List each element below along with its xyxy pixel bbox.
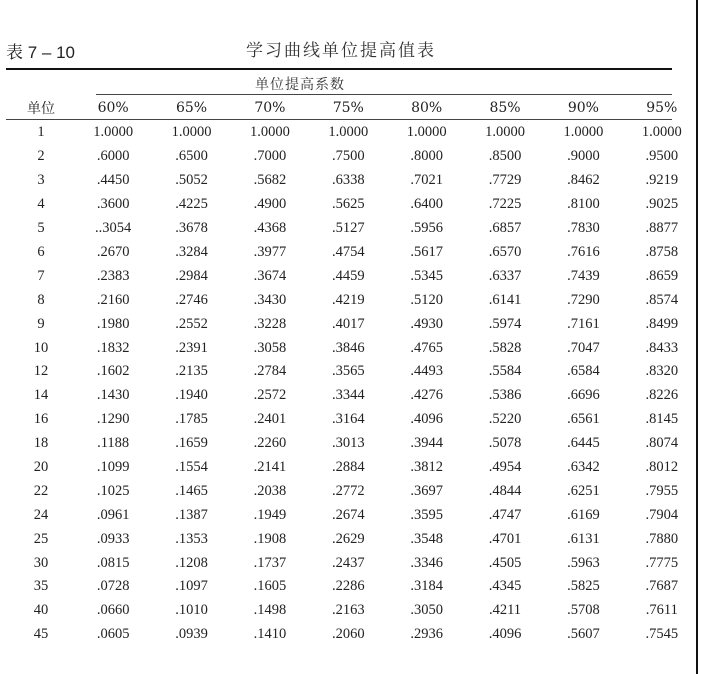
value-cell: .2383 — [96, 267, 130, 284]
column-header: 70% — [254, 100, 286, 116]
value-cell: .0728 — [96, 578, 130, 595]
value-cell: .3430 — [253, 291, 287, 308]
value-cell: .6337 — [488, 267, 522, 284]
value-cell: .7225 — [488, 196, 522, 213]
value-cell: .4276 — [410, 387, 443, 404]
value-cell: .5708 — [567, 602, 600, 619]
value-cell: .1387 — [175, 506, 208, 523]
value-cell: .9000 — [567, 148, 600, 165]
value-cell: .8758 — [645, 244, 679, 260]
value-cell: .7729 — [488, 172, 522, 189]
column-header: 80% — [411, 100, 443, 116]
value-cell: .8500 — [488, 148, 522, 165]
value-cell: .3595 — [410, 506, 443, 523]
value-cell: .1949 — [253, 506, 287, 523]
value-cell: .1099 — [96, 459, 130, 476]
value-cell: .1188 — [97, 435, 130, 452]
unit-cell: 4 — [37, 196, 45, 213]
value-cell: .0933 — [96, 530, 130, 547]
value-cell: .3164 — [331, 411, 365, 428]
value-cell: .5956 — [410, 220, 443, 237]
value-cell: .2437 — [331, 554, 365, 571]
value-cell: .5974 — [488, 315, 522, 332]
value-cell: .7611 — [645, 602, 678, 619]
column-header: 65% — [175, 100, 208, 116]
value-cell: .1010 — [175, 602, 208, 619]
value-cell: 1.0000 — [93, 124, 134, 140]
value-cell: .2884 — [331, 459, 365, 476]
value-cell: .7000 — [253, 148, 287, 165]
column-header: 95% — [646, 100, 678, 116]
value-cell: .2784 — [253, 363, 287, 380]
value-cell: .1659 — [175, 435, 208, 452]
value-cell: .4701 — [488, 530, 522, 547]
value-cell: .8877 — [645, 220, 679, 237]
value-cell: .8226 — [645, 387, 679, 404]
value-cell: .7021 — [410, 172, 443, 189]
value-cell: .1605 — [253, 578, 287, 595]
unit-cell: 1 — [37, 124, 45, 140]
value-cell: .5345 — [410, 267, 443, 284]
unit-cell: 6 — [37, 244, 45, 260]
table-number: 表 7 – 10 — [6, 43, 75, 62]
value-cell: 1.0000 — [563, 124, 604, 140]
value-cell: .8574 — [645, 291, 679, 308]
value-cell: .4954 — [488, 459, 522, 476]
value-cell: .4345 — [488, 578, 522, 595]
value-cell: .3846 — [331, 339, 365, 356]
value-cell: .3812 — [410, 459, 443, 476]
value-cell: .7439 — [567, 267, 600, 284]
unit-cell: 25 — [33, 530, 49, 547]
table-row — [8, 336, 701, 360]
value-cell: .4096 — [410, 411, 443, 428]
value-cell: .4450 — [96, 172, 130, 189]
table-title: 学习曲线单位提高值表 — [246, 41, 436, 61]
table-row — [8, 551, 701, 575]
unit-cell: 40 — [33, 602, 49, 619]
page-edge-rule — [696, 0, 698, 674]
value-cell: .8499 — [645, 315, 679, 332]
value-cell: .1940 — [175, 387, 208, 404]
value-cell: 1.0000 — [328, 124, 369, 140]
value-cell: .2936 — [410, 626, 443, 643]
value-cell: .1465 — [175, 482, 208, 499]
unit-column-header: 单位 — [26, 101, 55, 117]
value-cell: .6400 — [410, 196, 443, 213]
value-cell: .2391 — [175, 339, 208, 356]
value-cell: .2572 — [253, 387, 287, 404]
value-cell: .2141 — [253, 459, 287, 476]
value-cell: .6500 — [175, 148, 208, 165]
unit-cell: 5 — [37, 220, 45, 237]
value-cell: .2674 — [331, 506, 365, 523]
table-row — [8, 384, 701, 408]
value-cell: .4493 — [410, 363, 443, 380]
value-cell: .3228 — [253, 315, 287, 332]
value-cell: .4225 — [175, 196, 208, 213]
value-cell: .2629 — [331, 530, 365, 547]
unit-cell: 45 — [33, 626, 49, 643]
table-row — [8, 456, 701, 480]
value-cell: 1.0000 — [249, 124, 290, 140]
value-cell: .5584 — [488, 363, 522, 380]
table-row — [8, 241, 701, 265]
table-body — [8, 120, 701, 647]
unit-cell: 3 — [37, 172, 45, 189]
unit-cell: 18 — [33, 435, 49, 452]
value-cell: .4219 — [331, 291, 365, 308]
value-cell: .4368 — [253, 220, 287, 237]
value-cell: .1208 — [175, 554, 208, 571]
value-cell: .1602 — [96, 363, 130, 380]
value-cell: .7161 — [567, 315, 600, 332]
table-row — [8, 312, 701, 336]
column-header: 90% — [567, 100, 599, 116]
value-cell: .8433 — [645, 339, 679, 356]
value-cell: .2135 — [175, 363, 208, 380]
value-cell: .5825 — [567, 578, 600, 595]
value-cell: .2746 — [175, 291, 208, 308]
value-cell: .9219 — [645, 172, 679, 189]
value-cell: .1353 — [175, 530, 208, 547]
unit-cell: 16 — [33, 411, 49, 428]
value-cell: .0939 — [175, 626, 208, 643]
value-cell: .7775 — [645, 554, 679, 571]
value-cell: .1980 — [96, 315, 130, 332]
value-cell: .5617 — [410, 244, 443, 260]
value-cell: .2772 — [331, 482, 365, 499]
table-row — [8, 360, 701, 384]
value-cell: .2260 — [253, 435, 287, 452]
value-cell: .8462 — [567, 172, 600, 189]
value-cell: .3674 — [253, 267, 287, 284]
value-cell: .6141 — [488, 291, 522, 308]
table-row — [8, 599, 701, 623]
value-cell: .3600 — [96, 196, 130, 213]
value-cell: .6342 — [567, 459, 600, 476]
table-row — [8, 169, 701, 193]
value-cell: .7047 — [567, 339, 600, 356]
value-cell: .6584 — [567, 363, 600, 380]
column-header: 85% — [489, 100, 521, 116]
value-cell: .1290 — [96, 411, 130, 428]
value-cell: .3344 — [331, 387, 365, 404]
unit-cell: 30 — [33, 554, 49, 571]
value-cell: .8320 — [645, 363, 679, 380]
value-cell: .4930 — [410, 315, 443, 332]
learning-curve-table — [8, 96, 701, 647]
value-cell: .0961 — [96, 506, 130, 523]
value-cell: .1832 — [96, 339, 130, 356]
value-cell: .8074 — [645, 435, 679, 452]
value-cell: 1.0000 — [485, 124, 525, 140]
value-cell: .3013 — [331, 435, 365, 452]
value-cell: .3058 — [253, 339, 287, 356]
value-cell: .0660 — [96, 602, 130, 619]
value-cell: .8145 — [645, 411, 679, 428]
table-row — [8, 503, 701, 527]
unit-cell: 35 — [33, 578, 49, 595]
value-cell: .2060 — [331, 626, 365, 643]
value-cell: .1025 — [96, 482, 130, 499]
value-cell: .3944 — [410, 435, 443, 452]
value-cell: ..3054 — [95, 220, 132, 237]
table-row — [8, 145, 701, 169]
value-cell: .6000 — [96, 148, 130, 165]
value-cell: .4211 — [488, 602, 522, 619]
value-cell: .1097 — [175, 578, 208, 595]
unit-cell: 2 — [37, 148, 45, 165]
unit-cell: 10 — [33, 339, 49, 356]
value-cell: .1430 — [96, 387, 130, 404]
table-row — [8, 479, 701, 503]
value-cell: .9500 — [645, 148, 679, 165]
value-cell: .5625 — [331, 196, 365, 213]
value-cell: .1410 — [253, 626, 287, 643]
value-cell: .2163 — [331, 602, 365, 619]
value-cell: .5386 — [488, 387, 522, 404]
table-row — [8, 408, 701, 432]
value-cell: .7880 — [645, 530, 679, 547]
group-header: 单位提高系数 — [255, 77, 345, 93]
value-cell: .5607 — [567, 626, 600, 643]
value-cell: .4017 — [331, 315, 365, 332]
column-header: 75% — [332, 100, 364, 116]
value-cell: .5052 — [175, 172, 208, 189]
value-cell: 1.0000 — [406, 124, 447, 140]
value-cell: .1554 — [175, 459, 208, 476]
unit-cell: 9 — [37, 315, 45, 332]
value-cell: .4096 — [488, 626, 522, 643]
unit-cell: 22 — [33, 482, 49, 499]
value-cell: .5078 — [488, 435, 522, 452]
value-cell: .3346 — [410, 554, 443, 571]
table-row — [8, 575, 701, 599]
table-row — [8, 623, 701, 647]
value-cell: .6857 — [488, 220, 522, 237]
value-cell: .2552 — [175, 315, 208, 332]
value-cell: .3977 — [253, 244, 287, 260]
value-cell: .3284 — [175, 244, 208, 260]
value-cell: .6251 — [567, 482, 600, 499]
value-cell: .8012 — [645, 459, 679, 476]
value-cell: .4754 — [331, 244, 365, 260]
value-cell: .6696 — [567, 387, 600, 404]
value-cell: .5963 — [567, 554, 600, 571]
unit-cell: 7 — [37, 267, 45, 284]
column-header: 60% — [97, 100, 129, 116]
table-row — [8, 288, 701, 312]
value-cell: .7500 — [331, 148, 365, 165]
value-cell: .1737 — [253, 554, 287, 571]
group-header-rule — [96, 94, 672, 95]
value-cell: .3184 — [410, 578, 443, 595]
value-cell: .7616 — [567, 244, 600, 260]
value-cell: .5220 — [488, 411, 522, 428]
value-cell: .9025 — [645, 196, 679, 213]
unit-cell: 24 — [33, 506, 49, 523]
value-cell: .1498 — [253, 602, 287, 619]
value-cell: .8100 — [567, 196, 600, 213]
value-cell: .2038 — [253, 482, 287, 499]
value-cell: .4747 — [488, 506, 522, 523]
value-cell: .2670 — [96, 244, 130, 260]
value-cell: .5120 — [410, 291, 443, 308]
value-cell: .3565 — [331, 363, 365, 380]
value-cell: .3697 — [410, 482, 443, 499]
value-cell: .5127 — [331, 220, 365, 237]
value-cell: 1.0000 — [171, 124, 212, 140]
value-cell: .1785 — [175, 411, 208, 428]
header-row — [8, 96, 701, 120]
table-row — [8, 217, 701, 241]
value-cell: 1.0000 — [641, 124, 682, 140]
unit-cell: 8 — [37, 291, 45, 308]
value-cell: .6131 — [567, 530, 600, 547]
value-cell: .2401 — [253, 411, 287, 428]
value-cell: .6338 — [331, 172, 365, 189]
value-cell: .2286 — [331, 578, 365, 595]
table-row — [8, 264, 701, 288]
table-row — [8, 527, 701, 551]
value-cell: .7904 — [645, 506, 679, 523]
table-row — [8, 432, 701, 456]
table-row — [8, 193, 701, 217]
value-cell: .4459 — [331, 267, 365, 284]
value-cell: .5682 — [253, 172, 287, 189]
value-cell: .1908 — [253, 530, 287, 547]
top-rule — [6, 68, 672, 70]
value-cell: .5828 — [488, 339, 522, 356]
unit-cell: 14 — [33, 387, 49, 404]
value-cell: .8000 — [410, 148, 443, 165]
value-cell: .4505 — [488, 554, 522, 571]
value-cell: .6445 — [567, 435, 600, 452]
value-cell: .3678 — [175, 220, 208, 237]
value-cell: .7545 — [645, 626, 679, 643]
value-cell: .7687 — [645, 578, 679, 595]
value-cell: .4844 — [488, 482, 522, 499]
value-cell: .0605 — [96, 626, 130, 643]
value-cell: .6169 — [567, 506, 600, 523]
value-cell: .2160 — [96, 291, 130, 308]
value-cell: .0815 — [96, 554, 130, 571]
value-cell: .3548 — [410, 530, 443, 547]
value-cell: .7290 — [567, 291, 600, 308]
value-cell: .4765 — [410, 339, 443, 356]
unit-cell: 12 — [33, 363, 49, 380]
value-cell: .4900 — [253, 196, 287, 213]
table-row — [8, 120, 701, 145]
value-cell: .7955 — [645, 482, 679, 499]
value-cell: .7830 — [567, 220, 600, 237]
value-cell: .6570 — [488, 244, 522, 260]
value-cell: .3050 — [410, 602, 443, 619]
value-cell: .8659 — [645, 267, 679, 284]
value-cell: .6561 — [567, 411, 600, 428]
unit-cell: 20 — [33, 459, 49, 476]
value-cell: .2984 — [175, 267, 208, 284]
